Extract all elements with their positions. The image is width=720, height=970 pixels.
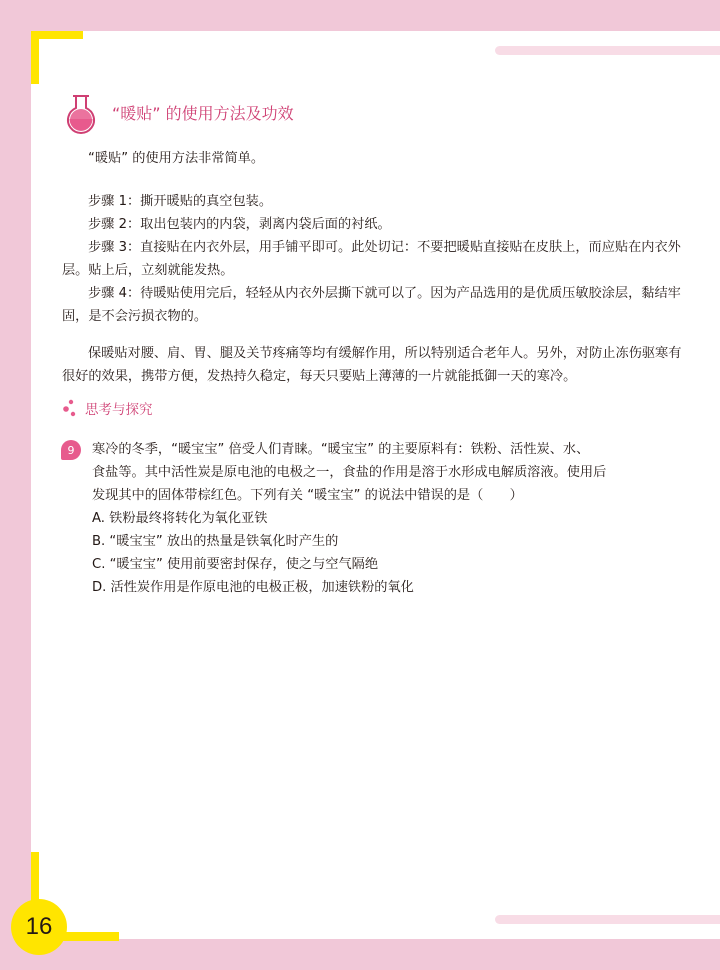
step-2: 步骤 2：取出包装内的内袋，剥离内袋后面的衬纸。 (88, 217, 391, 232)
effect-text: 保暖贴对腰、肩、胃、腿及关节疼痛等均有缓解作用，所以特别适合老年人。另外，对防止冻伤驱寒有很好的效果，携带方便，发热持久稳定，每天只要贴上薄薄的一片就能抵御一天的寒冷。 (62, 346, 682, 384)
question-block (92, 438, 672, 599)
option-c: C. “暖宝宝” 使用前要密封保存，使之与空气隔绝 (92, 557, 379, 572)
effect-paragraph (62, 342, 682, 388)
option-a: A. 铁粉最终将转化为氧化亚铁 (92, 511, 268, 526)
question-line: 寒冷的冬季，“暖宝宝” 倍受人们青睐。“暖宝宝” 的主要原料有：铁粉、活性炭、水、 (92, 442, 590, 457)
step-1: 步骤 1：撕开暖贴的真空包装。 (88, 194, 273, 209)
intro-paragraph (62, 147, 682, 170)
think-heading: 思考与探究 (85, 402, 153, 418)
page-number: 16 (11, 899, 67, 955)
dots-icon (62, 399, 80, 417)
step-4: 步骤 4：待暖贴使用完后，轻轻从内衣外层撕下就可以了。因为产品选用的是优质压敏胶涂层，黏结牢固，是不会污损衣物的。 (62, 286, 681, 324)
top-decor-stripe (495, 46, 720, 55)
question-line: 发现其中的固体带棕红色。下列有关 “暖宝宝” 的说法中错误的是（ ） (92, 488, 523, 503)
steps-block (62, 190, 682, 328)
question-line: 食盐等。其中活性炭是原电池的电极之一，食盐的作用是溶于水形成电解质溶液。使用后 (92, 465, 607, 480)
option-d: D. 活性炭作用是作原电池的电极正极，加速铁粉的氧化 (92, 580, 414, 595)
step-3: 步骤 3：直接贴在内衣外层，用手铺平即可。此处切记：不要把暖贴直接贴在皮肤上，而应贴在内衣外层。贴上后，立刻就能发热。 (62, 240, 681, 278)
option-b: B. “暖宝宝” 放出的热量是铁氧化时产生的 (92, 534, 339, 549)
bottom-decor-stripe (495, 915, 720, 924)
section-title: “暖贴” 的使用方法及功效 (112, 104, 294, 123)
question-number-badge: 9 (61, 440, 81, 460)
intro-text: “暖贴” 的使用方法非常简单。 (88, 151, 265, 166)
top-corner-bracket-vertical (31, 31, 39, 84)
flask-icon (64, 94, 98, 134)
